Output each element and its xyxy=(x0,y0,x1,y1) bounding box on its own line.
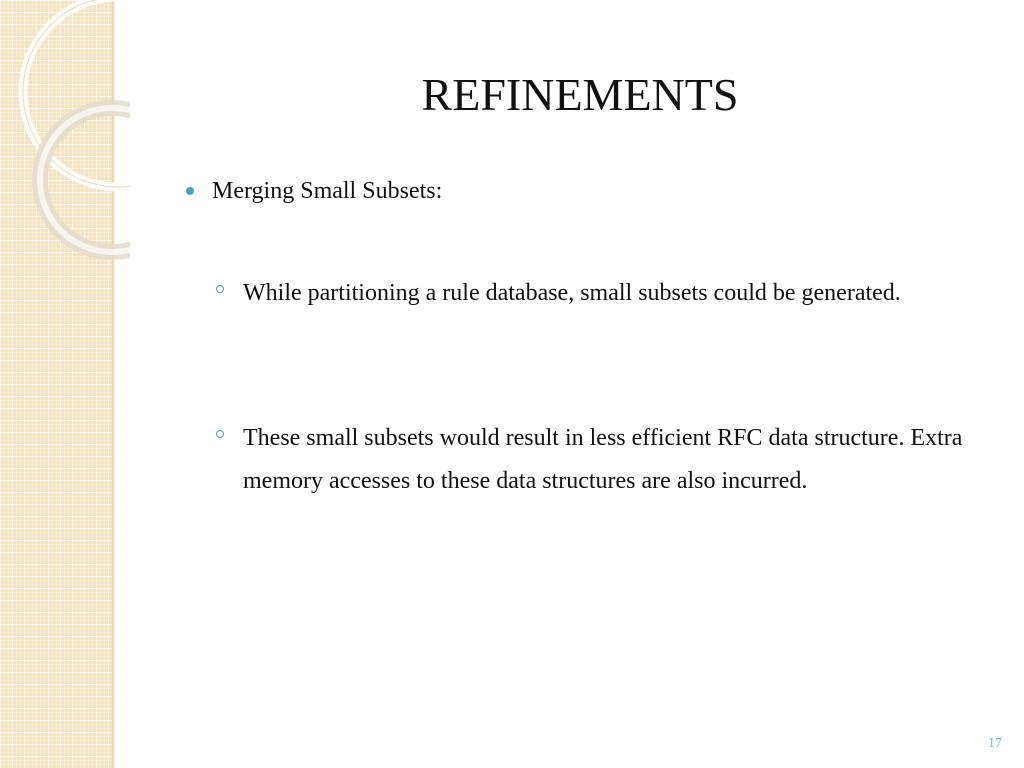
sub-bullet-text: These small subsets would result in less efficient RFC data structure. Extra memory accesses to these data structures are also incurred. xyxy=(243,425,963,494)
bullet-text: Merging Small Subsets: xyxy=(212,178,443,204)
slide-title: REFINEMENTS xyxy=(421,69,739,120)
sub-bullet-text: While partitioning a rule database, small subsets could be generated. xyxy=(243,280,901,306)
sub-bullet-ring-icon xyxy=(216,285,224,293)
bullet-merging-small-subsets xyxy=(186,173,966,209)
sub-bullet-efficiency xyxy=(216,417,996,503)
bullet-dot-icon xyxy=(186,187,194,195)
sub-bullet-partitioning xyxy=(216,272,996,315)
sub-bullet-ring-icon xyxy=(216,430,224,438)
decorative-rings xyxy=(0,0,130,260)
page-number: 17 xyxy=(988,736,1002,751)
